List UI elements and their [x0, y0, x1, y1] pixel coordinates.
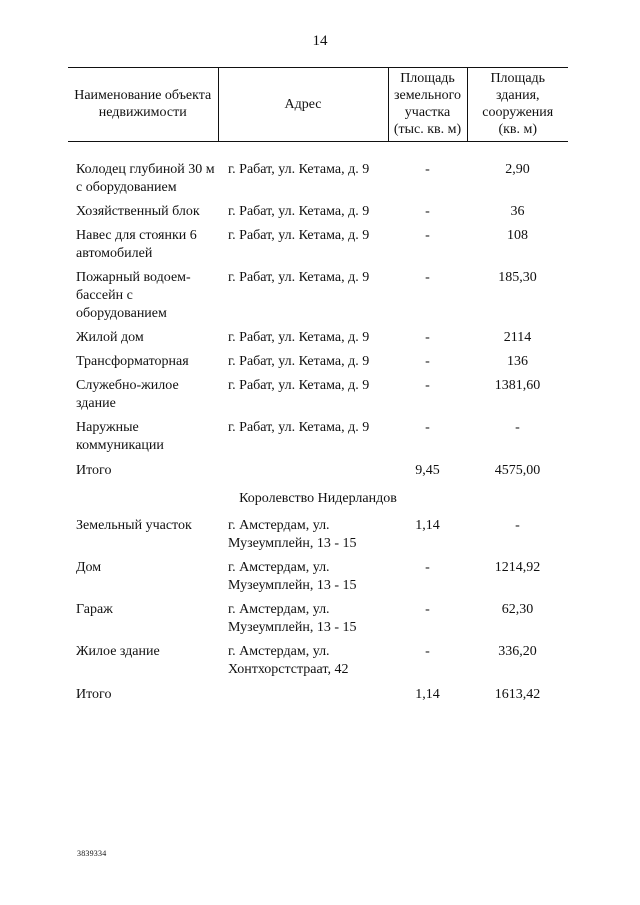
total-row	[68, 458, 568, 486]
total-land-area: 1,14	[415, 687, 440, 702]
row-building-area: -	[515, 420, 520, 435]
row-building-area: 36	[510, 204, 525, 219]
row-land-area: -	[425, 602, 430, 617]
row-address: г. Рабат, ул. Кетама, д. 9	[228, 270, 370, 285]
row-building-area: 2,90	[505, 162, 530, 177]
table-row	[68, 556, 568, 598]
table-row	[68, 640, 568, 682]
table-row	[68, 598, 568, 640]
row-building-area: 108	[507, 228, 528, 243]
table-row	[68, 224, 568, 266]
total-land-area: 9,45	[415, 463, 440, 478]
header-address: Адрес	[218, 68, 388, 142]
row-building-area: 336,20	[498, 644, 537, 659]
row-name: Хозяйственный блок	[76, 204, 200, 219]
row-name: Наружные коммуникации	[76, 420, 164, 453]
row-address: г. Рабат, ул. Кетама, д. 9	[228, 378, 370, 393]
row-land-area: -	[425, 204, 430, 219]
row-name: Пожарный водоем-бассейн с оборудованием	[76, 270, 191, 321]
row-name: Жилое здание	[76, 644, 160, 659]
table-row	[68, 326, 568, 350]
document-code: 3839334	[77, 849, 107, 858]
row-address: г. Амстердам, ул. Хонтхорстстраат, 42	[228, 644, 349, 677]
table-row	[68, 514, 568, 556]
row-name: Жилой дом	[76, 330, 144, 345]
table-row	[68, 158, 568, 200]
total-row	[68, 682, 568, 710]
row-building-area: 2114	[503, 330, 532, 345]
row-name: Колодец глубиной 30 м с оборудованием	[76, 162, 215, 195]
total-building-area: 4575,00	[494, 463, 541, 478]
row-land-area: -	[425, 354, 430, 369]
row-address: г. Рабат, ул. Кетама, д. 9	[228, 162, 370, 177]
row-land-area: -	[425, 330, 430, 345]
header-building-area: Площадь здания, сооружения (кв. м)	[467, 68, 568, 142]
row-land-area: -	[425, 228, 430, 243]
table-row	[68, 416, 568, 458]
row-address: г. Рабат, ул. Кетама, д. 9	[228, 420, 370, 435]
header-land-area: Площадь земельного участка (тыс. кв. м)	[388, 68, 467, 142]
row-land-area: 1,14	[415, 518, 440, 533]
row-address: г. Рабат, ул. Кетама, д. 9	[228, 354, 370, 369]
total-label: Итого	[76, 463, 112, 478]
row-name: Дом	[76, 560, 102, 575]
row-building-area: 62,30	[501, 602, 534, 617]
row-address: г. Амстердам, ул. Музеумплейн, 13 - 15	[228, 560, 357, 593]
row-building-area: -	[515, 518, 520, 533]
section-row	[68, 486, 568, 514]
row-address: г. Рабат, ул. Кетама, д. 9	[228, 228, 370, 243]
row-name: Навес для стоянки 6 автомобилей	[76, 228, 197, 261]
row-land-area: -	[425, 378, 430, 393]
row-land-area: -	[425, 162, 430, 177]
table-row	[68, 200, 568, 224]
table-row	[68, 374, 568, 416]
header-name: Наименование объекта недвижимости	[68, 68, 218, 142]
row-address: г. Амстердам, ул. Музеумплейн, 13 - 15	[228, 518, 357, 551]
page-number: 14	[312, 33, 328, 49]
table-row	[68, 350, 568, 374]
row-name: Трансформаторная	[76, 354, 189, 369]
property-table	[68, 67, 568, 710]
row-building-area: 1381,60	[494, 378, 541, 393]
row-land-area: -	[425, 270, 430, 285]
row-name: Служебно-жилое здание	[76, 378, 179, 411]
total-label: Итого	[76, 687, 112, 702]
row-building-area: 185,30	[498, 270, 537, 285]
total-building-area: 1613,42	[494, 687, 541, 702]
row-land-area: -	[425, 560, 430, 575]
row-address: г. Рабат, ул. Кетама, д. 9	[228, 204, 370, 219]
row-building-area: 136	[507, 354, 528, 369]
table-header	[68, 68, 568, 142]
row-name: Гараж	[76, 602, 113, 617]
row-address: г. Рабат, ул. Кетама, д. 9	[228, 330, 370, 345]
row-land-area: -	[425, 644, 430, 659]
section-title: Королевство Нидерландов	[239, 491, 397, 506]
row-land-area: -	[425, 420, 430, 435]
row-building-area: 1214,92	[494, 560, 541, 575]
table-row	[68, 266, 568, 326]
row-name: Земельный участок	[76, 518, 192, 533]
row-address: г. Амстердам, ул. Музеумплейн, 13 - 15	[228, 602, 357, 635]
